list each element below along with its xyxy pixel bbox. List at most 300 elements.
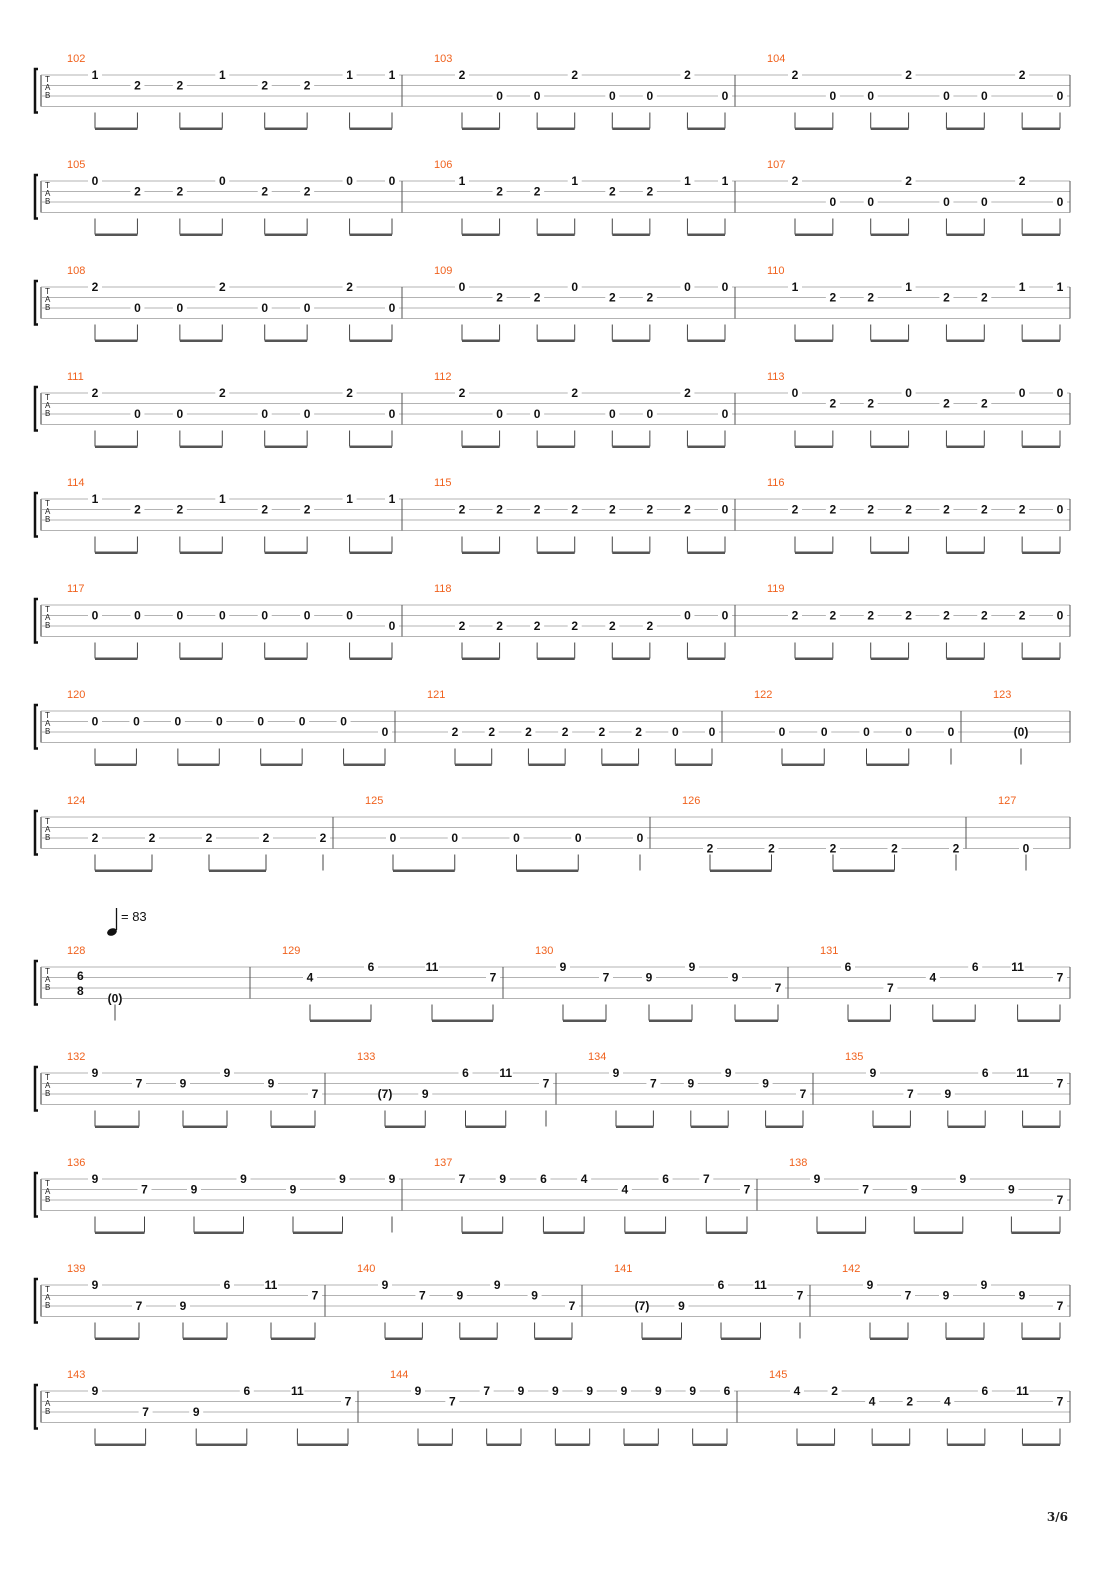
fret-number: 9: [910, 1182, 918, 1197]
fret-number: 2: [561, 725, 569, 739]
note-beam: [795, 234, 833, 237]
note-beam: [418, 1444, 452, 1447]
fret-number: 1: [1056, 280, 1064, 294]
fret-number: 9: [531, 1288, 538, 1303]
measure-number: 120: [67, 689, 86, 701]
measure: [282, 945, 500, 1022]
tab-clef-letter: B: [45, 409, 51, 418]
fret-number: 0: [257, 714, 265, 729]
measure-number: 145: [769, 1369, 788, 1381]
fret-number: (7): [634, 1299, 650, 1313]
tab-clef-letter: T: [45, 1179, 50, 1188]
fret-number: 4: [621, 1182, 629, 1197]
measure: [993, 689, 1028, 765]
fret-number: 1: [388, 68, 396, 82]
fret-number: 0: [91, 174, 99, 188]
measure: [767, 159, 1067, 236]
note-beam: [871, 658, 909, 661]
fret-number: 9: [813, 1172, 821, 1186]
measure-number: 111: [67, 371, 84, 383]
measure-number: 144: [390, 1369, 409, 1381]
tab-clef-letter: T: [45, 499, 50, 508]
fret-number: 1: [1018, 280, 1026, 294]
fret-number: 9: [91, 1384, 99, 1398]
note-beam: [462, 340, 500, 343]
fret-number: 7: [862, 1182, 869, 1197]
fret-number: 0: [451, 831, 459, 845]
note-beam: [293, 1232, 343, 1235]
note-beam: [1022, 1338, 1060, 1341]
tab-system: [35, 945, 1070, 1022]
fret-number: 0: [1056, 89, 1064, 103]
tab-system: [35, 265, 1070, 342]
fret-number: (7): [377, 1087, 393, 1101]
system-bracket: [35, 387, 38, 431]
fret-number: 1: [905, 280, 912, 294]
tab-clef-letter: A: [45, 825, 51, 834]
fret-number: 2: [533, 502, 541, 517]
tab-clef-letter: B: [45, 1407, 51, 1416]
measure: [67, 53, 399, 130]
fret-number: 9: [339, 1172, 346, 1186]
fret-number: 6: [844, 960, 852, 974]
note-beam: [914, 1232, 963, 1235]
measure: [434, 53, 732, 130]
fret-number: 0: [608, 407, 616, 421]
note-beam: [196, 1444, 247, 1447]
time-signature-top: 6: [77, 969, 84, 983]
fret-number: 2: [829, 396, 837, 411]
fret-number: 0: [458, 280, 466, 294]
fret-number: 2: [943, 502, 950, 517]
note-beam: [95, 1126, 139, 1129]
fret-number: 0: [721, 502, 729, 517]
note-beam: [537, 340, 575, 343]
fret-number: 2: [768, 841, 775, 856]
measure-number: 109: [434, 265, 453, 277]
fret-number: 7: [1056, 1394, 1064, 1409]
fret-number: 0: [1056, 386, 1064, 400]
measure: [67, 1263, 322, 1340]
note-beam: [766, 1126, 803, 1129]
measure-number: 139: [67, 1263, 86, 1275]
fret-number: 7: [1056, 1076, 1064, 1091]
note-beam: [873, 1126, 910, 1129]
fret-number: 2: [218, 280, 226, 294]
note-beam: [95, 552, 137, 555]
measure: [357, 1263, 579, 1340]
system-bracket: [35, 69, 38, 113]
fret-number: 9: [762, 1076, 769, 1091]
tab-clef-letter: A: [45, 1293, 51, 1302]
measure: [390, 1369, 734, 1446]
note-beam: [95, 1232, 145, 1235]
fret-number: 2: [608, 290, 616, 305]
fret-number: 2: [205, 831, 213, 845]
fret-number: 1: [346, 68, 353, 82]
fret-number: 2: [646, 619, 654, 633]
fret-number: 2: [791, 68, 799, 82]
page-number: 3/6: [1046, 1510, 1068, 1524]
fret-number: 0: [381, 725, 389, 739]
note-beam: [350, 446, 392, 449]
note-beam: [180, 658, 222, 661]
fret-number: 6: [540, 1172, 547, 1186]
measure-number: 140: [357, 1263, 376, 1275]
fret-number: 0: [1056, 502, 1064, 517]
fret-number: 1: [346, 492, 353, 506]
fret-number: 0: [646, 89, 654, 103]
tab-system: [35, 1051, 1070, 1128]
fret-number: 7: [489, 970, 497, 985]
fret-number: 9: [942, 1288, 950, 1303]
measure: [767, 477, 1067, 554]
fret-number: 2: [488, 725, 496, 739]
fret-number: 2: [943, 608, 950, 623]
note-beam: [393, 870, 455, 873]
fret-number: 2: [1018, 608, 1026, 623]
note-beam: [265, 658, 307, 661]
fret-number: 2: [980, 290, 988, 305]
note-beam: [95, 658, 137, 661]
note-beam: [612, 128, 650, 131]
system-bracket: [35, 599, 38, 643]
measure: [842, 1263, 1067, 1340]
note-beam: [867, 764, 909, 767]
note-beam: [687, 658, 725, 661]
fret-number: 2: [1018, 68, 1026, 82]
note-beam: [933, 1020, 975, 1023]
measure-number: 123: [993, 689, 1012, 701]
note-beam: [795, 552, 833, 555]
note-beam: [691, 1126, 728, 1129]
note-beam: [261, 764, 302, 767]
fret-number: 0: [721, 608, 729, 623]
fret-number: 0: [388, 174, 396, 188]
fret-number: 9: [959, 1172, 967, 1186]
note-beam: [528, 764, 565, 767]
fret-number: 2: [261, 78, 269, 93]
fret-number: 2: [1018, 174, 1026, 188]
fret-number: 0: [303, 301, 311, 315]
fret-number: 0: [174, 714, 182, 729]
fret-number: 0: [1022, 841, 1030, 856]
fret-number: 9: [1008, 1182, 1015, 1197]
tempo-marking: [106, 908, 147, 937]
fret-number: 1: [388, 492, 396, 506]
note-beam: [1011, 1232, 1060, 1235]
fret-number: 2: [943, 290, 950, 305]
note-beam: [795, 446, 833, 449]
fret-number: 4: [793, 1384, 801, 1398]
fret-number: 2: [829, 841, 837, 856]
note-beam: [183, 1126, 227, 1129]
fret-number: 0: [646, 407, 654, 421]
note-beam: [95, 1338, 139, 1341]
measure: [67, 689, 392, 766]
fret-number: 2: [91, 386, 99, 400]
fret-number: 0: [671, 725, 679, 739]
fret-number: 2: [303, 502, 311, 517]
fret-number: 0: [574, 831, 582, 845]
fret-number: 9: [980, 1278, 988, 1292]
fret-number: 0: [134, 608, 141, 623]
fret-number: 2: [791, 174, 799, 188]
note-beam: [466, 1126, 506, 1129]
note-beam: [625, 1232, 666, 1235]
fret-number: (0): [107, 991, 123, 1006]
note-beam: [946, 1338, 984, 1341]
note-beam: [1022, 1444, 1060, 1447]
measure-number: 107: [767, 159, 786, 171]
tab-clef-letter: A: [45, 83, 51, 92]
fret-number: 2: [533, 619, 541, 633]
tab-clef-letter: B: [45, 727, 51, 736]
tab-system: [35, 53, 1070, 130]
note-beam: [460, 1338, 497, 1341]
system-bracket: [35, 1385, 38, 1429]
system-bracket: [35, 281, 38, 325]
fret-number: 2: [458, 386, 466, 400]
measure: [767, 583, 1067, 660]
note-beam: [517, 870, 579, 873]
note-beam: [350, 658, 392, 661]
measure: [434, 583, 732, 660]
fret-number: 2: [458, 502, 466, 517]
note-beam: [1022, 552, 1060, 555]
measure: [67, 583, 399, 660]
fret-number: 2: [684, 386, 691, 400]
fret-number: 2: [176, 184, 184, 199]
note-beam: [871, 234, 909, 237]
note-beam: [350, 340, 392, 343]
fret-number: 9: [688, 960, 696, 974]
tab-system: [35, 159, 1070, 236]
measure-number: 103: [434, 53, 453, 65]
fret-number: 7: [419, 1288, 426, 1303]
measure: [998, 795, 1033, 871]
note-beam: [797, 1444, 835, 1447]
note-beam: [871, 446, 909, 449]
measure: [365, 795, 647, 872]
time-signature: [77, 969, 84, 998]
fret-number: 6: [717, 1278, 725, 1292]
measure: [769, 1369, 1067, 1446]
note-beam: [462, 658, 500, 661]
measure-number: 102: [67, 53, 86, 65]
fret-number: 2: [905, 174, 912, 188]
note-beam: [265, 552, 307, 555]
note-beam: [870, 1338, 908, 1341]
tab-clef-letter: T: [45, 711, 50, 720]
fret-number: 9: [869, 1066, 877, 1080]
note-beam: [1023, 1126, 1060, 1129]
fret-number: 2: [91, 280, 99, 294]
measure-number: 143: [67, 1369, 86, 1381]
fret-number: 2: [134, 78, 141, 93]
fret-number: 2: [458, 68, 466, 82]
measure-number: 119: [767, 583, 785, 595]
note-beam: [687, 128, 725, 131]
fret-number: 0: [496, 89, 503, 103]
note-beam: [535, 1338, 572, 1341]
fret-number: 9: [559, 960, 567, 974]
measure-number: 122: [754, 689, 773, 701]
system-bracket: [35, 1067, 38, 1111]
note-beam: [194, 1232, 244, 1235]
fret-number: 0: [261, 608, 269, 623]
note-beam: [848, 1020, 890, 1023]
fret-number: 0: [980, 89, 988, 103]
fret-number: 2: [176, 502, 184, 517]
note-beam: [1022, 234, 1060, 237]
note-beam: [687, 446, 725, 449]
tab-clef-letter: A: [45, 613, 51, 622]
tab-system: [35, 689, 1070, 766]
tab-clef-letter: T: [45, 287, 50, 296]
measure: [434, 1157, 754, 1234]
note-beam: [297, 1444, 348, 1447]
fret-number: 0: [943, 195, 950, 209]
measure: [67, 265, 399, 342]
fret-number: 11: [425, 960, 439, 974]
fret-number: 4: [306, 970, 314, 985]
note-beam: [687, 234, 725, 237]
measure-number: 130: [535, 945, 554, 957]
note-beam: [265, 340, 307, 343]
note-beam: [180, 234, 222, 237]
fret-number: 0: [388, 619, 396, 633]
note-beam: [265, 234, 307, 237]
measure-number: 104: [767, 53, 786, 65]
note-beam: [616, 1126, 653, 1129]
fret-number: 7: [602, 970, 610, 985]
tab-clef-letter: A: [45, 719, 51, 728]
note-beam: [612, 234, 650, 237]
fret-number: 1: [571, 174, 579, 188]
tab-clef-letter: T: [45, 1073, 50, 1082]
fret-number: 9: [223, 1066, 231, 1080]
fret-number: 1: [684, 174, 691, 188]
measure: [789, 1157, 1067, 1234]
tab-clef-letter: T: [45, 1285, 50, 1294]
fret-number: 0: [829, 195, 837, 209]
tab-system: [35, 1263, 1070, 1340]
note-beam: [265, 128, 307, 131]
note-beam: [385, 1126, 425, 1129]
note-beam: [693, 1444, 727, 1447]
note-beam: [602, 764, 639, 767]
fret-number: 2: [176, 78, 184, 93]
measure-number: 126: [682, 795, 701, 807]
fret-number: 9: [1018, 1288, 1026, 1303]
note-beam: [795, 128, 833, 131]
fret-number: 0: [1018, 386, 1026, 400]
fret-number: 2: [148, 831, 156, 845]
fret-number: 7: [799, 1087, 807, 1101]
fret-number: 0: [91, 714, 99, 729]
fret-number: 7: [448, 1394, 456, 1409]
fret-number: 7: [135, 1076, 143, 1091]
tab-clef-letter: A: [45, 507, 51, 516]
note-beam: [555, 1444, 589, 1447]
fret-number: 1: [721, 174, 729, 188]
fret-number: 0: [867, 195, 875, 209]
fret-number: 0: [261, 407, 269, 421]
fret-number: 7: [650, 1076, 657, 1091]
tab-clef-letter: B: [45, 833, 51, 842]
fret-number: 0: [708, 725, 716, 739]
measure-number: 117: [67, 583, 85, 595]
measure-number: 115: [434, 477, 452, 489]
fret-number: 9: [388, 1172, 396, 1186]
fret-number: 0: [303, 407, 311, 421]
note-beam: [612, 446, 650, 449]
fret-number: 7: [311, 1087, 319, 1101]
measure: [67, 371, 399, 448]
measure-number: 127: [998, 795, 1017, 807]
note-beam: [1018, 1020, 1060, 1023]
fret-number: 6: [367, 960, 375, 974]
fret-number: 0: [829, 89, 837, 103]
measure-number: 106: [434, 159, 453, 171]
measure: [67, 795, 330, 872]
note-beam: [795, 340, 833, 343]
fret-number: 2: [906, 1394, 914, 1409]
fret-number: 2: [496, 502, 503, 517]
fret-number: 9: [456, 1288, 464, 1303]
measure-number: 134: [588, 1051, 607, 1063]
fret-number: 9: [240, 1172, 247, 1186]
measure-number: 113: [767, 371, 785, 383]
measure-number: 135: [845, 1051, 864, 1063]
system-bracket: [35, 175, 38, 219]
note-beam: [1022, 446, 1060, 449]
fret-number: 2: [952, 841, 960, 856]
tab-clef-letter: T: [45, 1391, 50, 1400]
time-signature-bottom: 8: [77, 984, 84, 998]
tab-clef-letter: B: [45, 197, 51, 206]
fret-number: 2: [608, 184, 616, 199]
fret-number: 0: [905, 386, 912, 400]
system-bracket: [35, 705, 38, 749]
fret-number: 6: [981, 1066, 989, 1080]
note-beam: [180, 340, 222, 343]
fret-number: 2: [980, 502, 988, 517]
note-beam: [310, 1020, 371, 1023]
fret-number: 9: [421, 1087, 429, 1101]
measure: [67, 945, 122, 1021]
note-beam: [462, 446, 500, 449]
fret-number: 2: [635, 725, 642, 739]
measure: [767, 53, 1067, 130]
note-beam: [178, 764, 219, 767]
note-beam: [1022, 340, 1060, 343]
note-beam: [462, 1232, 503, 1235]
fret-number: 2: [451, 725, 459, 739]
fret-number: 0: [218, 608, 226, 623]
fret-number: 7: [458, 1172, 466, 1186]
fret-number: 2: [571, 68, 579, 82]
tab-clef-letter: B: [45, 1089, 51, 1098]
note-beam: [543, 1232, 584, 1235]
fret-number: 2: [867, 290, 875, 305]
tab-clef-letter: A: [45, 975, 51, 984]
note-beam: [872, 1444, 910, 1447]
measure: [682, 795, 963, 872]
fret-number: 2: [684, 502, 691, 517]
note-beam: [95, 340, 137, 343]
